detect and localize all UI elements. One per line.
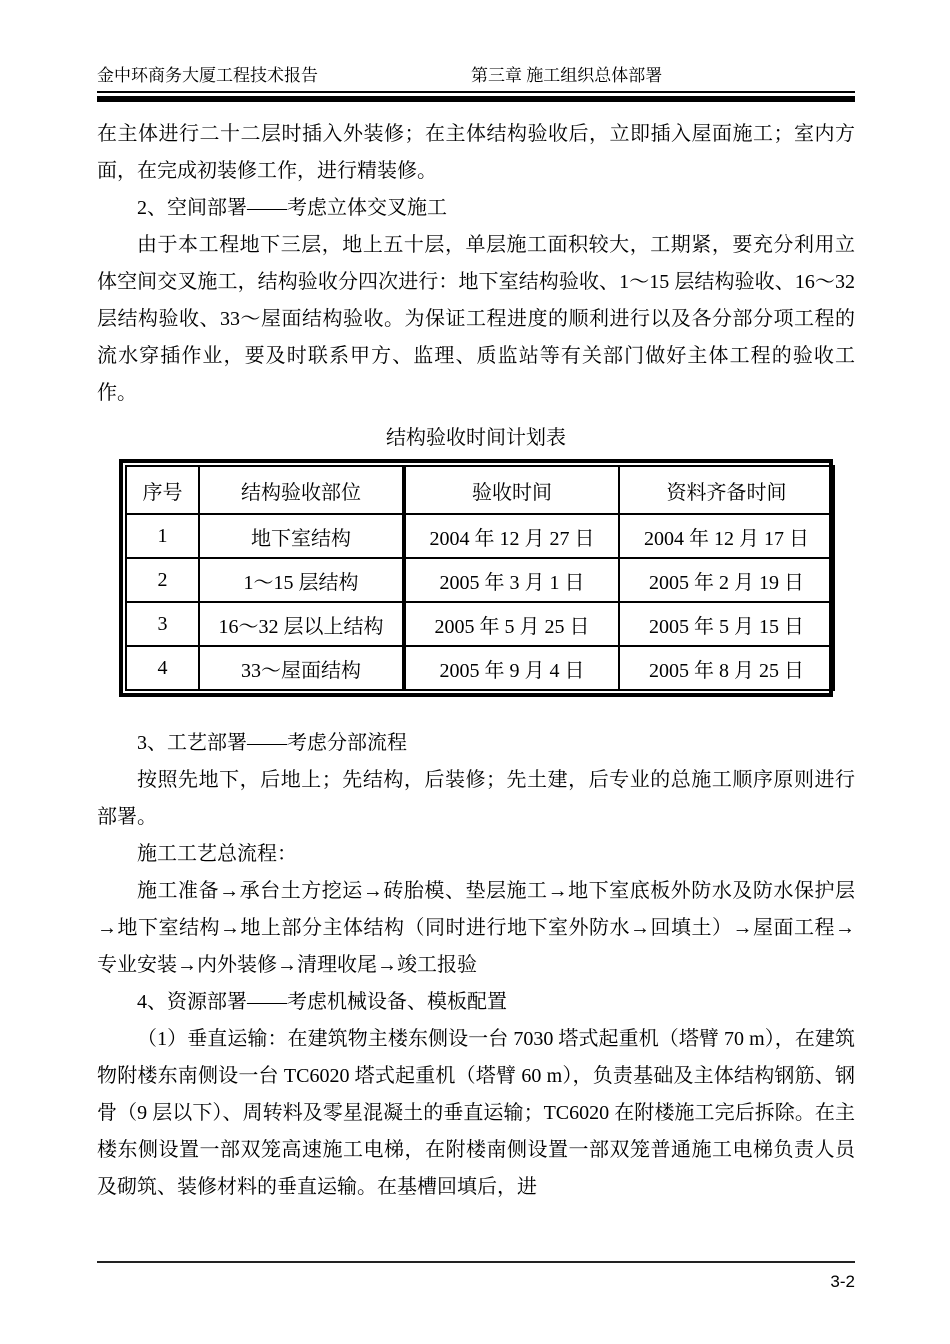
table-cell: 3 xyxy=(126,602,199,646)
table-cell: 2 xyxy=(126,558,199,602)
table-cell: 2005 年 5 月 15 日 xyxy=(619,602,834,646)
header-chapter-title: 第三章 施工组织总体部署 xyxy=(471,66,663,85)
paragraph: 按照先地下，后地上；先结构，后装修；先土建，后专业的总施工顺序原则进行部署。 xyxy=(97,769,855,828)
table-header-cell: 资料齐备时间 xyxy=(619,466,834,514)
table-header-row xyxy=(126,466,834,514)
document-body xyxy=(97,116,855,1206)
paragraph: 施工工艺总流程： xyxy=(137,843,297,865)
paragraph: 2、空间部署——考虑立体交叉施工 xyxy=(137,197,447,219)
table-cell: 4 xyxy=(126,646,199,690)
table-row xyxy=(126,558,834,602)
table-cell: 1 xyxy=(126,514,199,558)
table-row xyxy=(126,514,834,558)
table-title: 结构验收时间计划表 xyxy=(386,427,566,449)
table-body xyxy=(126,514,834,690)
table-header-cell: 序号 xyxy=(126,466,199,514)
paragraph: 在主体进行二十二层时插入外装修；在主体结构验收后，立即插入屋面施工；室内方面，在完成初装修工作，进行精装修。 xyxy=(97,123,855,182)
table-cell: 2005 年 9 月 4 日 xyxy=(404,646,619,690)
header-row xyxy=(97,64,855,93)
page-number: 3-2 xyxy=(830,1272,855,1291)
paragraph: （1）垂直运输：在建筑物主楼东侧设一台 7030 塔式起重机（塔臂 70 m），在建筑物附楼东南侧设一台 TC6020 塔式起重机（塔臂 60 m），负责基础及主体结构钢筋、钢骨（9 层以下）、周转料及零星混凝土的垂直运输；TC6020 在附楼施工完后拆除。在主楼东侧设置一部双笼高速施工电梯，在附楼南侧设置一部双笼普通施工电梯负责人员及砌筑、装修材料的垂直运输。在基槽回填后，进 xyxy=(97,1028,855,1198)
header-report-title: 金中环商务大厦工程技术报告 xyxy=(97,66,318,85)
header-thick-rule xyxy=(97,96,855,102)
paragraphs-after-table xyxy=(97,725,855,1206)
table-cell: 2004 年 12 月 17 日 xyxy=(619,514,834,558)
paragraph: 4、资源部署——考虑机械设备、模板配置 xyxy=(137,991,507,1013)
paragraphs-before-table xyxy=(97,116,855,412)
table-row xyxy=(126,646,834,690)
paragraph: 施工准备→承台土方挖运→砖胎模、垫层施工→地下室底板外防水及防水保护层→地下室结构→地上部分主体结构（同时进行地下室外防水→回填土）→屋面工程→专业安装→内外装修→清理收尾→竣工报验 xyxy=(97,880,855,976)
table-cell: 2005 年 5 月 25 日 xyxy=(404,602,619,646)
paragraph: 由于本工程地下三层，地上五十层，单层施工面积较大，工期紧，要充分利用立体空间交叉施工，结构验收分四次进行：地下室结构验收、1～15 层结构验收、16～32 层结构验收、33～屋面结构验收。为保证工程进度的顺利进行以及各分部分项工程的流水穿插作业，要及时联系甲方、监理、质监站等有关部门做好主体工程的验收工作。 xyxy=(97,234,855,404)
page-header xyxy=(97,64,855,102)
table-cell: 2005 年 2 月 19 日 xyxy=(619,558,834,602)
table-row xyxy=(126,602,834,646)
acceptance-schedule-table xyxy=(125,465,835,691)
table-cell: 16～32 层以上结构 xyxy=(199,602,404,646)
table-header-cell: 验收时间 xyxy=(404,466,619,514)
table-cell: 1～15 层结构 xyxy=(199,558,404,602)
table-cell: 地下室结构 xyxy=(199,514,404,558)
table-cell: 2005 年 3 月 1 日 xyxy=(404,558,619,602)
table-cell: 33～屋面结构 xyxy=(199,646,404,690)
footer-rule xyxy=(97,1261,855,1263)
table-cell: 2004 年 12 月 27 日 xyxy=(404,514,619,558)
table-header-cell: 结构验收部位 xyxy=(199,466,404,514)
paragraph: 3、工艺部署——考虑分部流程 xyxy=(137,732,407,754)
table-cell: 2005 年 8 月 25 日 xyxy=(619,646,834,690)
acceptance-schedule-table-border xyxy=(119,459,833,697)
